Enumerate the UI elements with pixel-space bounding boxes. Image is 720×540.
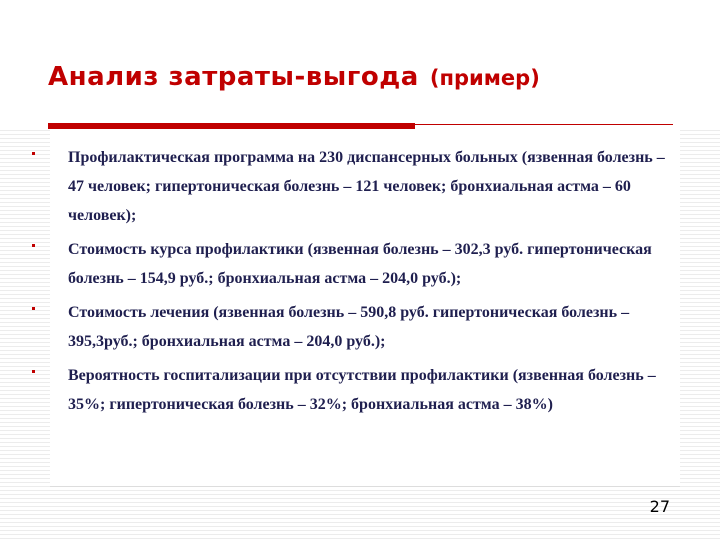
bullet-item-prevention-cost xyxy=(30,235,680,293)
bullet-text: Стоимость лечения (язвенная болезнь – 590,8 руб. гипертоническая болезнь – 395,3руб.; бронхиальная астма – 204,0 руб.); xyxy=(68,304,630,350)
bullet-list xyxy=(30,143,680,424)
bullet-marker-icon xyxy=(32,152,35,155)
bullet-item-hospitalization xyxy=(30,361,680,419)
bullet-text: Профилактическая программа на 230 диспансерных больных (язвенная болезнь – 47 человек; гипертоническая болезнь – 121 человек; бронхиальная астма – 60 человек); xyxy=(68,149,665,224)
slide-title-main: Анализ затраты-выгода xyxy=(48,62,419,92)
bullet-marker-icon xyxy=(32,307,35,310)
bullet-item-treatment-cost xyxy=(30,298,680,356)
bullet-marker-icon xyxy=(32,370,35,373)
bullet-text: Стоимость курса профилактики (язвенная болезнь – 302,3 руб. гипертоническая болезнь – 154,9 руб.; бронхиальная астма – 204,0 руб.); xyxy=(68,241,652,287)
page-number: 27 xyxy=(649,497,670,516)
slide-title-sub: (пример) xyxy=(429,66,540,90)
title-underline-thin xyxy=(415,124,673,125)
bottom-rule xyxy=(50,486,680,487)
title-underline-thick xyxy=(48,123,415,129)
slide-title xyxy=(48,58,540,90)
bullet-item-patients xyxy=(30,143,680,230)
bullet-marker-icon xyxy=(32,244,35,247)
bullet-text: Вероятность госпитализации при отсутствии профилактики (язвенная болезнь – 35%; гипертоническая болезнь – 32%; бронхиальная астма – 38%) xyxy=(68,367,656,413)
